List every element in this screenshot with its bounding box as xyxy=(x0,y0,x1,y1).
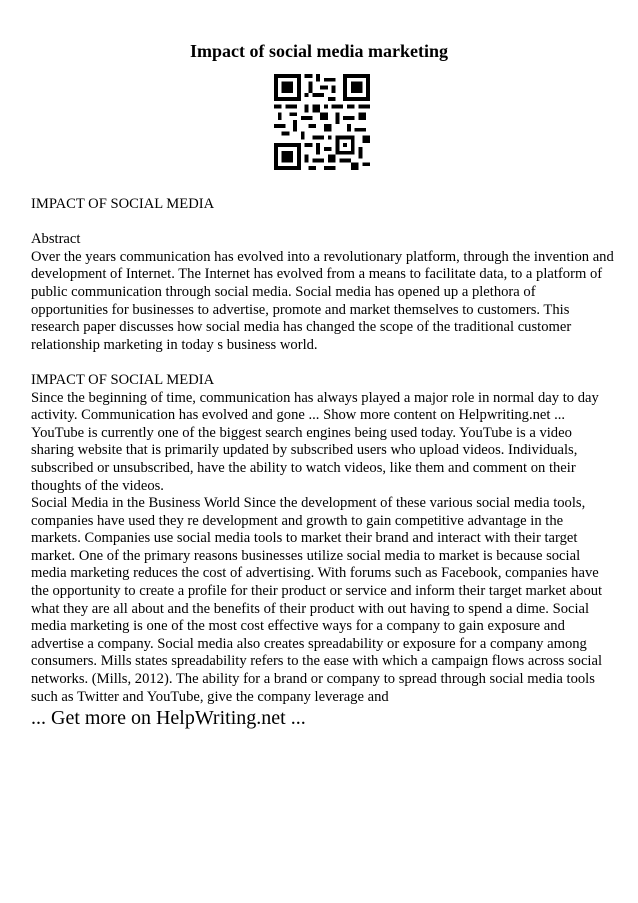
abstract-label: Abstract xyxy=(31,231,81,248)
abstract-text: Over the years communication has evolved into a revolutionary platform, through the invention and development of Internet. The Internet has evolved from a means to facilitate data, to a platform of public communication through social media. Social media has opened up a plethora of opportunities for businesses to advertise, promote and market themselves to customers. This research paper discusses how social media has changed the scope of the traditional customer relationship marketing in today s business world. xyxy=(31,248,614,353)
qr-code-image xyxy=(274,74,370,170)
paragraph-2: Social Media in the Business World Since the development of these various social media tools, companies have used they re development and growth to gain competitive advantage in the markets. Companies use social media tools to market their brand and interact with their target market. One of the primary reasons businesses utilize social media to market is because social media marketing reduces the cost of advertising. With forums such as Facebook, companies have the opportunity to create a profile for their product or service and inform their target market about what they are all about and the benefits of their product with out having to spend a dime. Social media marketing is one of the most cost effective ways for a company to gain exposure and advertise a company. Social media also creates spreadability or exposure for a company among consumers. Mills states spreadability refers to the ease with which a campaign flows across social networks. (Mills, 2012). The ability for a brand or company to spread through social media tools such as Twitter and YouTube, give the company leverage and xyxy=(31,495,603,705)
section-heading: IMPACT OF SOCIAL MEDIA xyxy=(31,196,215,212)
document-title: Impact of social media marketing xyxy=(190,41,448,61)
document-body xyxy=(31,196,616,706)
get-more-link[interactable]: ... Get more on HelpWriting.net ... xyxy=(31,707,306,729)
body-heading: IMPACT OF SOCIAL MEDIA xyxy=(31,371,215,388)
paragraph-1: Since the beginning of time, communication has always played a major role in normal day to day activity. Communication has evolved and gone ... Show more content on Helpwriting.net ... YouTube is currently one of the biggest search engines being used today. YouTube is a video sharing website that is primarily updated by subscribed users who upload videos. Individuals, subscribed or unsubscribed, have the ability to watch videos, like them and comment on their thoughts of the videos. xyxy=(31,389,599,494)
